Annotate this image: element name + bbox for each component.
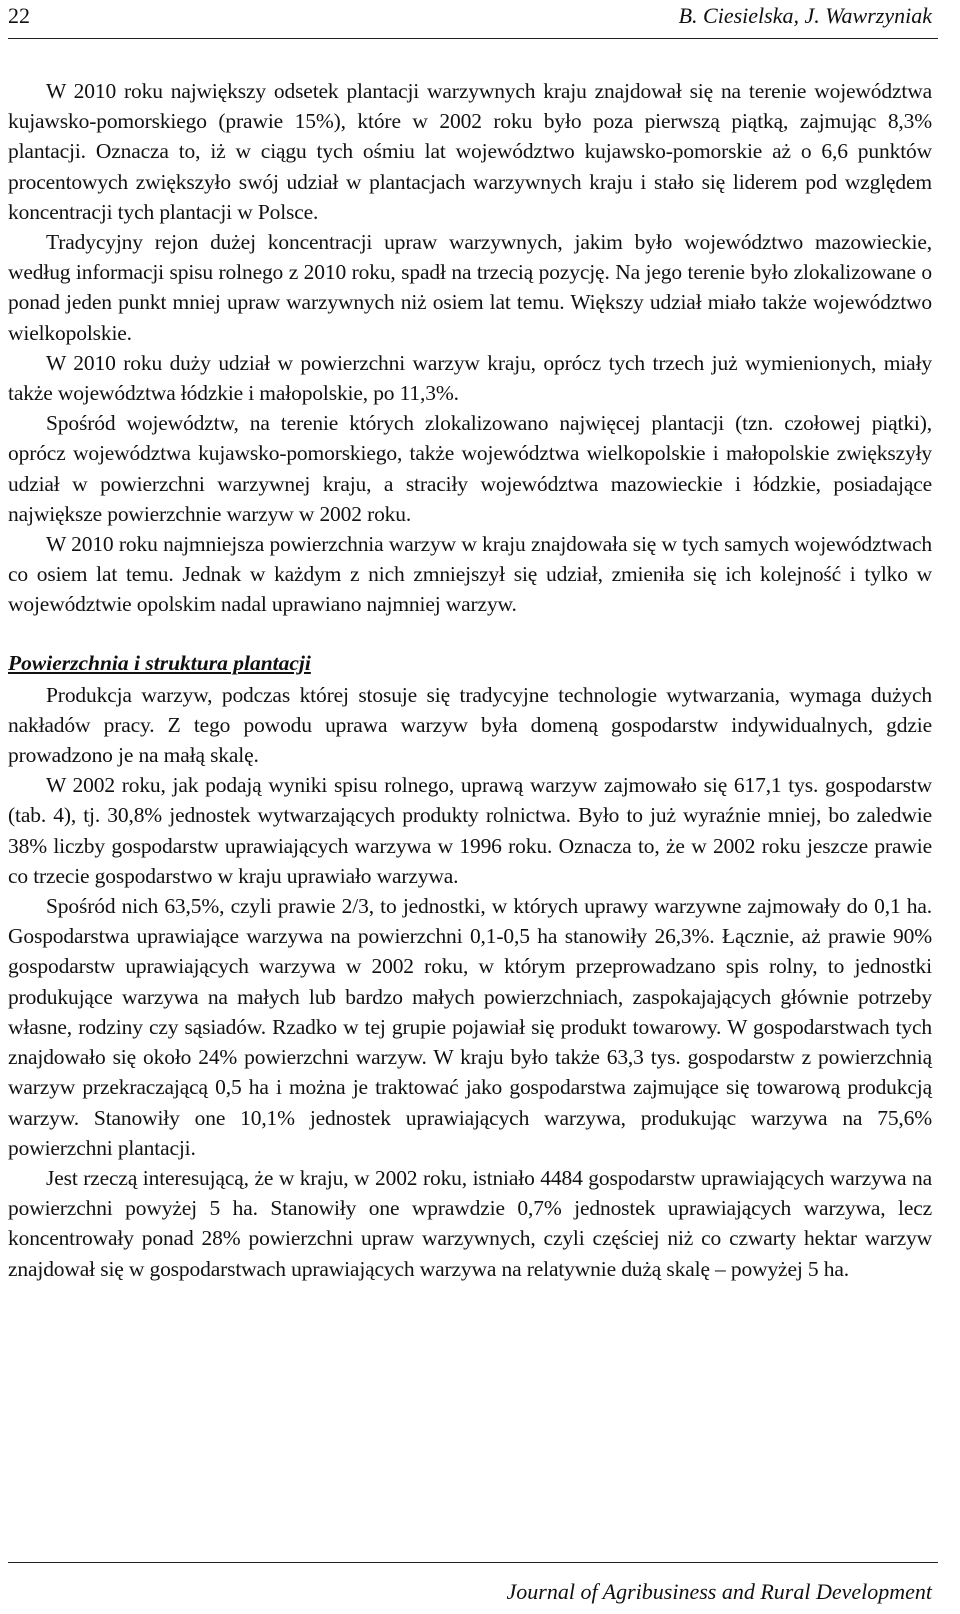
header-divider — [8, 38, 938, 39]
paragraph: Spośród województw, na terenie których zlokalizowano najwięcej plantacji (tzn. czołowej piątki), oprócz województwa kujawsko-pomorskiego, także województwa wielkopolskie i małopolskie zwiększyły udział w powierzchni warzywnej kraju, a straciły województwa mazowieckie i łódzkie, posiadające największe powierzchnie warzyw w 2002 roku. — [8, 411, 932, 526]
paragraph: Spośród nich 63,5%, czyli prawie 2/3, to jednostki, w których uprawy warzywne zajmowały do 0,1 ha. Gospodarstwa uprawiające warzywa na powierzchni 0,1-0,5 ha stanowiły 26,3%. Łącznie, aż prawie 90% gospodarstw uprawiających warzywa w 2002 roku, w którym przeprowadzano spis rolny, to jednostki produkujące warzywa na małych lub bardzo małych powierzchniach, zaspokajających głównie potrzeby własne, rodziny czy sąsiadów. Rzadko w tej grupie pojawiał się produkt towarowy. W gospodarstwach tych znajdowało się około 24% powierzchni warzyw. W kraju było także 63,3 tys. gospodarstw z powierzchnią warzyw przekraczającą 0,5 ha i można je traktować jako gospodarstwa zajmujące się towarową produkcją warzyw. Stanowiły one 10,1% jednostek uprawiających warzywa, produkując warzywa na 75,6% powierzchni plantacji. — [8, 894, 932, 1160]
section-heading: Powierzchnia i struktura plantacji — [8, 650, 311, 675]
paragraph: W 2010 roku najmniejsza powierzchnia warzyw w kraju znajdowała się w tych samych województwach co osiem lat temu. Jednak w każdym z nich zmniejszył się udział, zmieniła się ich kolejność i tylko w województwie opolskim nadal uprawiano najmniej warzyw. — [8, 532, 932, 617]
footer-divider — [8, 1562, 938, 1563]
paragraph: W 2002 roku, jak podają wyniki spisu rolnego, uprawą warzyw zajmowało się 617,1 tys. gospodarstw (tab. 4), tj. 30,8% jednostek wytwarzających produkty rolnictwa. Było to już wyraźnie mniej, bo zaledwie 38% liczby gospodarstw uprawiających warzywa w 1996 roku. Oznacza to, że w 2002 roku jeszcze prawie co trzecie gospodarstwo w kraju uprawiało warzywa. — [8, 773, 932, 888]
paragraph: Produkcja warzyw, podczas której stosuje się tradycyjne technologie wytwarzania, wymaga dużych nakładów pracy. Z tego powodu uprawa warzyw była domeną gospodarstw indywidualnych, gdzie prowadzono je na małą skalę. — [8, 682, 932, 768]
paragraph: Tradycyjny rejon dużej koncentracji upraw warzywnych, jakim było województwo mazowieckie, według informacji spisu rolnego z 2010 roku, spadł na trzecią pozycję. Na jego terenie było zlokalizowane o ponad jeden punkt mniej upraw warzywnych niż osiem lat temu. Większy udział miało także województwo wielkopolskie. — [8, 230, 932, 345]
paragraph: W 2010 roku największy odsetek plantacji warzywnych kraju znajdował się na terenie województwa kujawsko-pomorskiego (prawie 15%), które w 2002 roku było poza pierwszą piątką, zajmując 8,3% plantacji. Oznacza to, iż w ciągu tych ośmiu lat województwo kujawsko-pomorskie aż o 6,6 punktów procentowych zwiększyło swój udział w plantacjach warzywnych kraju i stało się liderem pod względem koncentracji tych plantacji w Polsce. — [8, 79, 932, 224]
running-head-authors: B. Ciesielska, J. Wawrzyniak — [678, 3, 932, 28]
journal-name: Journal of Agribusiness and Rural Development — [506, 1579, 932, 1604]
paragraph: Jest rzeczą interesującą, że w kraju, w 2002 roku, istniało 4484 gospodarstw uprawiających warzywa na powierzchni powyżej 5 ha. Stanowiły one wprawdzie 0,7% jednostek uprawiających warzywa, lecz koncentrowały ponad 28% powierzchni upraw warzywnych, czyli częściej niż co czwarty hektar warzyw znajdował się w gospodarstwach uprawiających warzywa na relatywnie dużą skalę – powyżej 5 ha. — [8, 1165, 932, 1281]
article-body — [8, 76, 932, 1284]
page-number: 22 — [8, 3, 30, 28]
paragraph: W 2010 roku duży udział w powierzchni warzyw kraju, oprócz tych trzech już wymienionych, miały także województwa łódzkie i małopolskie, po 11,3%. — [8, 350, 932, 406]
